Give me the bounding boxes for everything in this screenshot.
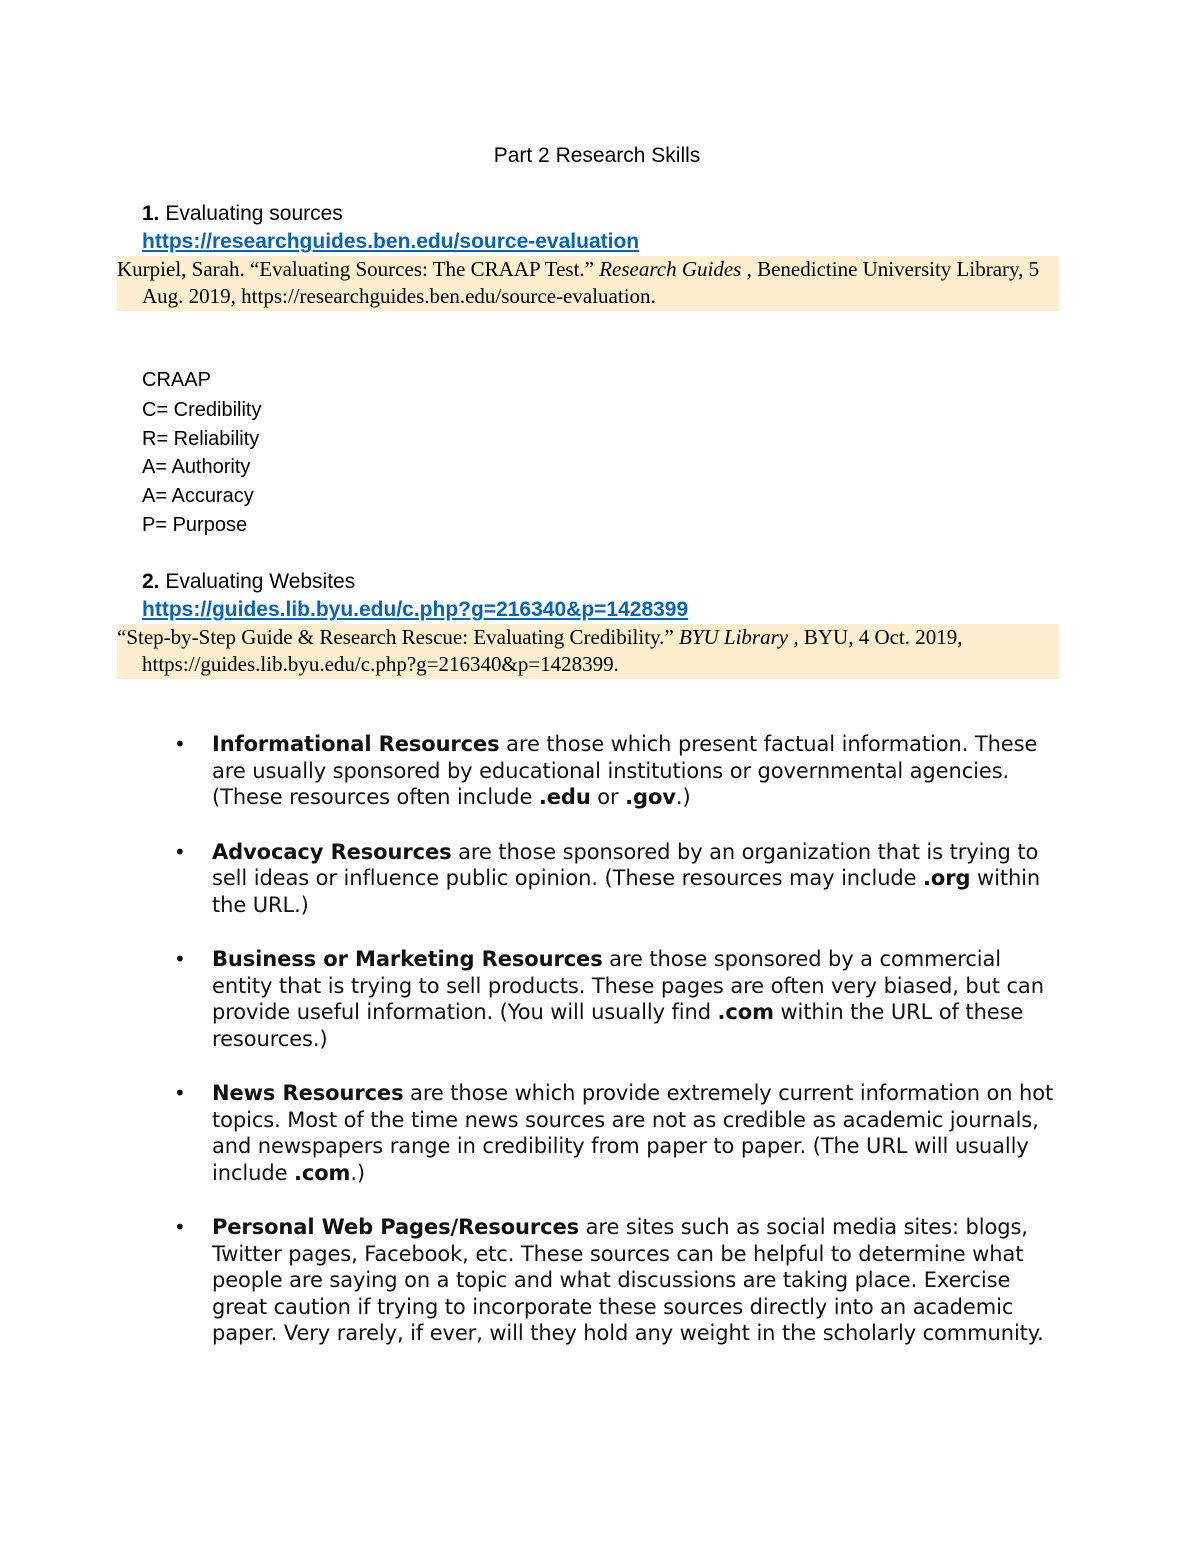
list-item: [174, 1080, 1054, 1186]
bullet-icon: •: [174, 839, 186, 864]
craap-item: P= Purpose: [142, 513, 248, 536]
section-2-number: 2.: [142, 570, 160, 593]
section-2-title: Evaluating Websites: [165, 570, 356, 593]
byu-guide-link[interactable]: https://guides.lib.byu.edu/c.php?g=216340&p=1428399: [142, 598, 689, 621]
resource-name: Informational Resources: [212, 732, 500, 756]
citation-2-italic: BYU Library: [679, 625, 789, 649]
craap-list: [142, 366, 261, 540]
citation-2-end: , BYU, 4 Oct. 2019, https://guides.lib.byu.edu/c.php?g=216340&p=1428399.: [142, 625, 963, 676]
section-1-title: Evaluating sources: [165, 202, 343, 225]
list-item: [174, 1214, 1054, 1347]
citation-1-end: , Benedictine University Library, 5 Aug. 2019, https://researchguides.ben.edu/source-evaluation.: [142, 257, 1040, 308]
resource-types-list: [174, 731, 1054, 1375]
section-1-heading: [142, 201, 343, 227]
list-item: [174, 946, 1054, 1052]
craap-item: C= Credibility: [142, 398, 262, 421]
list-item: [174, 731, 1054, 811]
citation-1: [117, 256, 1059, 311]
resource-text: .): [350, 1160, 365, 1185]
citation-1-italic: Research Guides: [599, 257, 742, 281]
resource-text: are those sponsored by a commercial entity that is trying to sell products. These pages are often very biased, but can provide useful information. (You will usually find: [212, 947, 1044, 1024]
resource-text: are sites such as social media sites: blogs, Twitter pages, Facebook, etc. These sources can be helpful to determine what people are saying on a topic and what discussions are taking place. Exercise great caution if trying to incorporate these sources directly into an academic paper. Very rarely, if ever, will they hold any weight in the scholarly community.: [212, 1215, 1044, 1345]
resource-text: or: [590, 785, 626, 809]
resource-text: within the URL.): [212, 866, 1041, 917]
domain-suffix: .com: [717, 1000, 774, 1024]
page-title: Part 2 Research Skills: [493, 144, 701, 167]
resource-name: Personal Web Pages/Resources: [212, 1215, 580, 1239]
bullet-icon: •: [174, 947, 186, 971]
resource-text: within the URL of these resources.): [212, 1000, 1024, 1051]
craap-item: A= Accuracy: [142, 485, 254, 508]
domain-suffix: .edu: [538, 785, 591, 809]
citation-2: [117, 624, 1059, 679]
source-evaluation-link[interactable]: https://researchguides.ben.edu/source-evaluation: [142, 230, 640, 253]
citation-2-start: “Step-by-Step Guide & Research Rescue: Evaluating Credibility.”: [117, 625, 679, 649]
bullet-icon: •: [174, 1081, 186, 1105]
resource-text: are those which present factual information. These are usually sponsored by educational institutions or governmental agencies. (These resources often include: [212, 732, 1038, 809]
bullet-icon: •: [174, 1215, 186, 1239]
section-2-heading: [142, 569, 355, 595]
resource-name: News Resources: [212, 1081, 404, 1105]
resource-name: Advocacy Resources: [212, 839, 452, 864]
resource-text: are those sponsored by an organization that is trying to sell ideas or influence public opinion. (These resources may include: [212, 839, 1039, 890]
resource-text: .): [675, 785, 691, 809]
bullet-icon: •: [174, 732, 186, 756]
craap-heading: CRAAP: [142, 369, 211, 391]
domain-suffix: .gov: [625, 785, 676, 809]
resource-name: Business or Marketing Resources: [212, 947, 603, 971]
craap-item: R= Reliability: [142, 427, 260, 450]
list-item: [174, 839, 1054, 919]
citation-1-start: Kurpiel, Sarah. “Evaluating Sources: The CRAAP Test.”: [117, 257, 600, 281]
craap-item: A= Authority: [142, 456, 251, 479]
domain-suffix: .org: [923, 866, 971, 890]
resource-text: are those which provide extremely current information on hot topics. Most of the time news sources are not as credible as academic journals, and newspapers range in credibility from paper to paper. (The URL will usually include: [212, 1081, 1054, 1185]
section-1-number: 1.: [142, 202, 160, 225]
domain-suffix: .com: [293, 1160, 351, 1185]
